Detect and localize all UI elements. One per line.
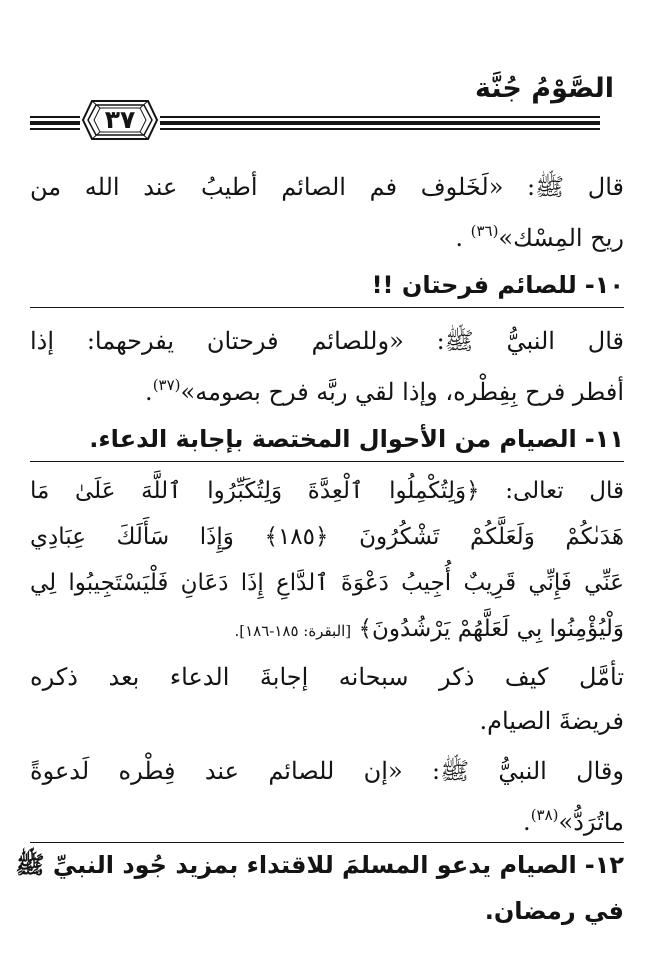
separator-rule	[30, 461, 624, 462]
text-line-2: ريح المِسْك»$^{(٣٦)}$ .	[455, 222, 624, 252]
page-number-badge	[80, 98, 160, 142]
text-line-8: ماتُرَدُّ»$^{(٣٨)}$.	[523, 806, 624, 836]
text-line-3: قال النبيُّ ﷺ: «وللصائم فرحتان يفرحهما: إذا	[30, 327, 624, 355]
text-line-6: فريضةَ الصيام.	[479, 707, 624, 735]
text-line-1: قال ﷺ: «لَخَلوف فم الصائم أطيبُ عند الله من	[30, 173, 624, 201]
page-number: ٣٧	[104, 105, 136, 134]
item-12-heading: ١٢-الصيام يدعو المسلمَ للاقتداء بمزيد جُود النبيِّ ﷺ	[15, 851, 624, 879]
header-rule-left	[30, 107, 80, 139]
text-line-9: في رمضان.	[484, 897, 624, 925]
running-title: الصَّوْمُ جُنَّة	[475, 73, 614, 104]
text-line-4: أفطر فرح بِفِطْره، وإذا لقي ربَّه فرح بصومه»$^{(٣٧)}$.	[145, 376, 624, 406]
text-line-7: وقال النبيُّ ﷺ: «إن للصائم عند فِطْره لَدعوةً	[30, 757, 624, 785]
text-line-5: تأمَّل كيف ذكر سبحانه إجابةَ الدعاء بعد ذكره	[30, 663, 624, 691]
footnote-ref-37: (٣٧)	[152, 376, 181, 394]
surah-reference: [البقرة: ١٨٥-١٨٦].	[234, 622, 352, 640]
verse-line-2: هَدَىٰكُمْ وَلَعَلَّكُمْ تَشْكُرُونَ ﴿١٨٥﴾ وَإِذَا سَأَلَكَ عِبَادِي	[30, 524, 624, 550]
item-10-heading: ١٠-للصائم فرحتان !!	[371, 271, 624, 299]
verse-line-4: وَلْيُؤْمِنُوا بِي لَعَلَّهُمْ يَرْشُدُونَ﴾ [البقرة: ١٨٥-١٨٦].	[234, 616, 624, 642]
footnote-ref-38: (٣٨)	[530, 806, 559, 824]
item-number: ١٢-	[584, 851, 624, 879]
item-11-heading: ١١-الصيام من الأحوال المختصة بإجابة الدعاء.	[89, 425, 624, 453]
header-rule-right	[160, 107, 600, 139]
footnote-ref-36: (٣٦)	[470, 222, 499, 240]
separator-rule	[30, 842, 624, 843]
separator-rule	[30, 307, 624, 308]
verse-line-3: عَنِّي فَإِنِّي قَرِيبٌ أُجِيبُ دَعْوَةَ ٱلدَّاعِ إِذَا دَعَانِ فَلْيَسْتَجِيبُوا لِي	[30, 570, 624, 596]
verse-line-1: قال تعالى: ﴿وَلِتُكْمِلُوا ٱلْعِدَّةَ وَلِتُكَبِّرُوا ٱللَّهَ عَلَىٰ مَا	[30, 478, 624, 504]
item-number: ١١-	[584, 425, 624, 453]
item-number: ١٠-	[584, 271, 624, 299]
